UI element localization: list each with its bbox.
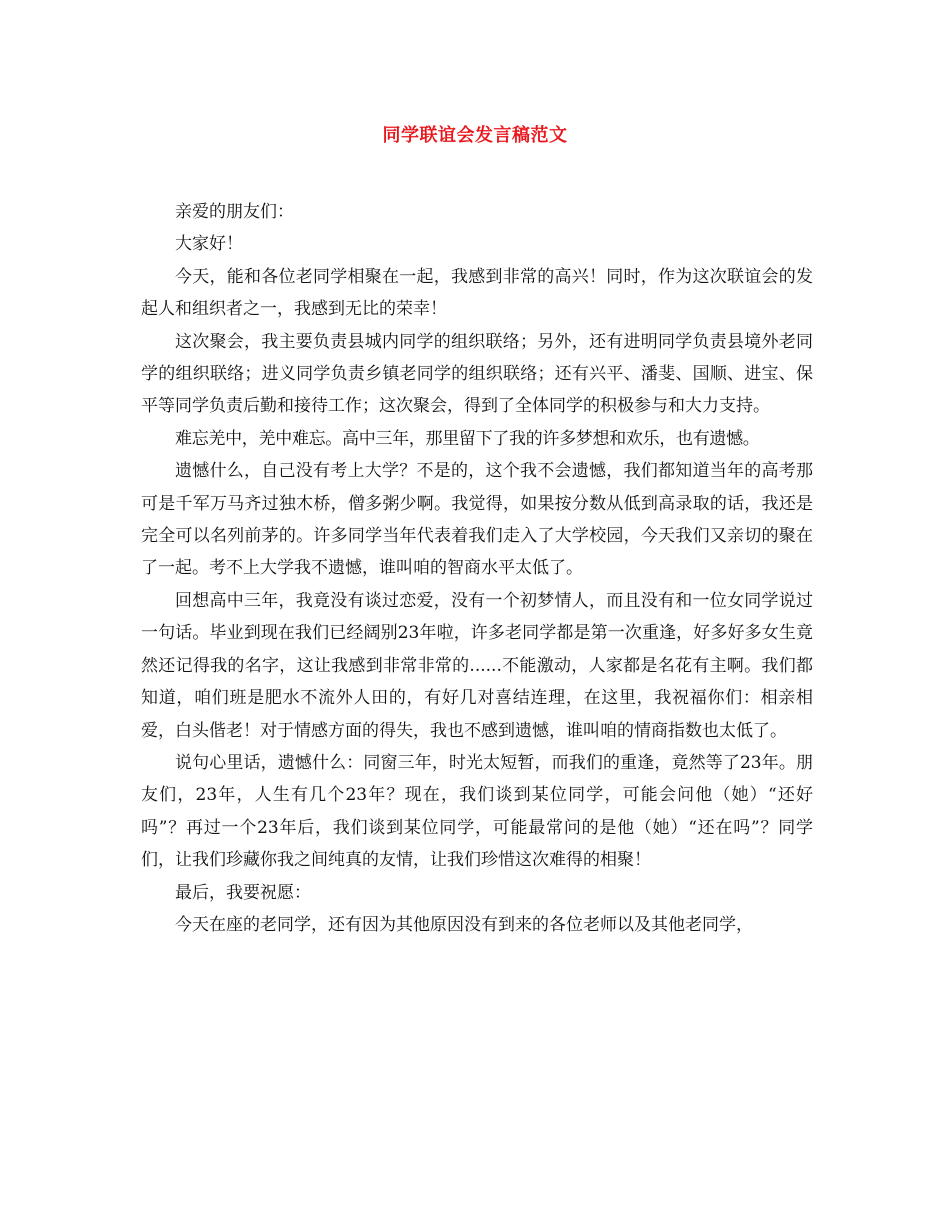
paragraph-wishes: 今天在座的老同学，还有因为其他原因没有到来的各位老师以及其他老同学， (175, 914, 753, 935)
paragraph-exam-regret: 遗憾什么，自己没有考上大学？不是的，这个我不会遗憾，我们都知道当年的高考那可是千军万马齐过独木桥，僧多粥少啊。我觉得，如果按分数从低到高录取的话，我还是完全可以名列前茅的。许多同学当年代表着我们走入了大学校园，今天我们又亲切的聚在了一起。考不上大学我不遗憾，谁叫咱的智商水平太低了。 (141, 461, 813, 579)
paragraph-organization: 这次聚会，我主要负责县城内同学的组织联络；另外，还有进明同学负责县境外老同学的组织联络；进义同学负责乡镇老同学的组织联络；还有兴平、潘斐、国顺、进宝、保平等同学负责后勤和接待工作；这次聚会，得到了全体同学的积极参与和大力支持。 (141, 331, 813, 417)
paragraph-greeting: 大家好！ (175, 234, 243, 255)
document-body (141, 196, 813, 941)
paragraph-opening: 今天，能和各位老同学相聚在一起，我感到非常的高兴！同时，作为这次联谊会的发起人和组织者之一，我感到无比的荣幸！ (141, 266, 813, 320)
paragraph-salutation: 亲爱的朋友们： (175, 202, 294, 222)
paragraph-memories: 难忘羌中，羌中难忘。高中三年，那里留下了我的许多梦想和欢乐，也有遗憾。 (175, 428, 760, 449)
paragraph-wishes-intro: 最后，我要祝愿： (175, 882, 311, 903)
document-title: 同学联谊会发言稿范文 (382, 125, 568, 146)
paragraph-heartfelt: 说句心里话，遗憾什么：同窗三年，时光太短暂，而我们的重逢，竟然等了23年。朋友们，23年，人生有几个23年？现在，我们谈到某位同学，可能会问他（她）“还好吗”？再过一个23年后，我们谈到某位同学，可能最常问的是他（她）“还在吗”？同学们，让我们珍藏你我之间纯真的友情，让我们珍惜这次难得的相聚！ (141, 752, 813, 871)
paragraph-romance-regret: 回想高中三年，我竟没有谈过恋爱，没有一个初梦情人，而且没有和一位女同学说过一句话。毕业到现在我们已经阔别23年啦，许多老同学都是第一次重逢，好多好多女生竟然还记得我的名字，这让我感到非常非常的......不能激动，人家都是名花有主啊。我们都知道，咱们班是肥水不流外人田的，有好几对喜结连理，在这里，我祝福你们：相亲相爱，白头偕老！对于情感方面的得失，我也不感到遗憾，谁叫咱的情商指数也太低了。 (141, 590, 813, 741)
